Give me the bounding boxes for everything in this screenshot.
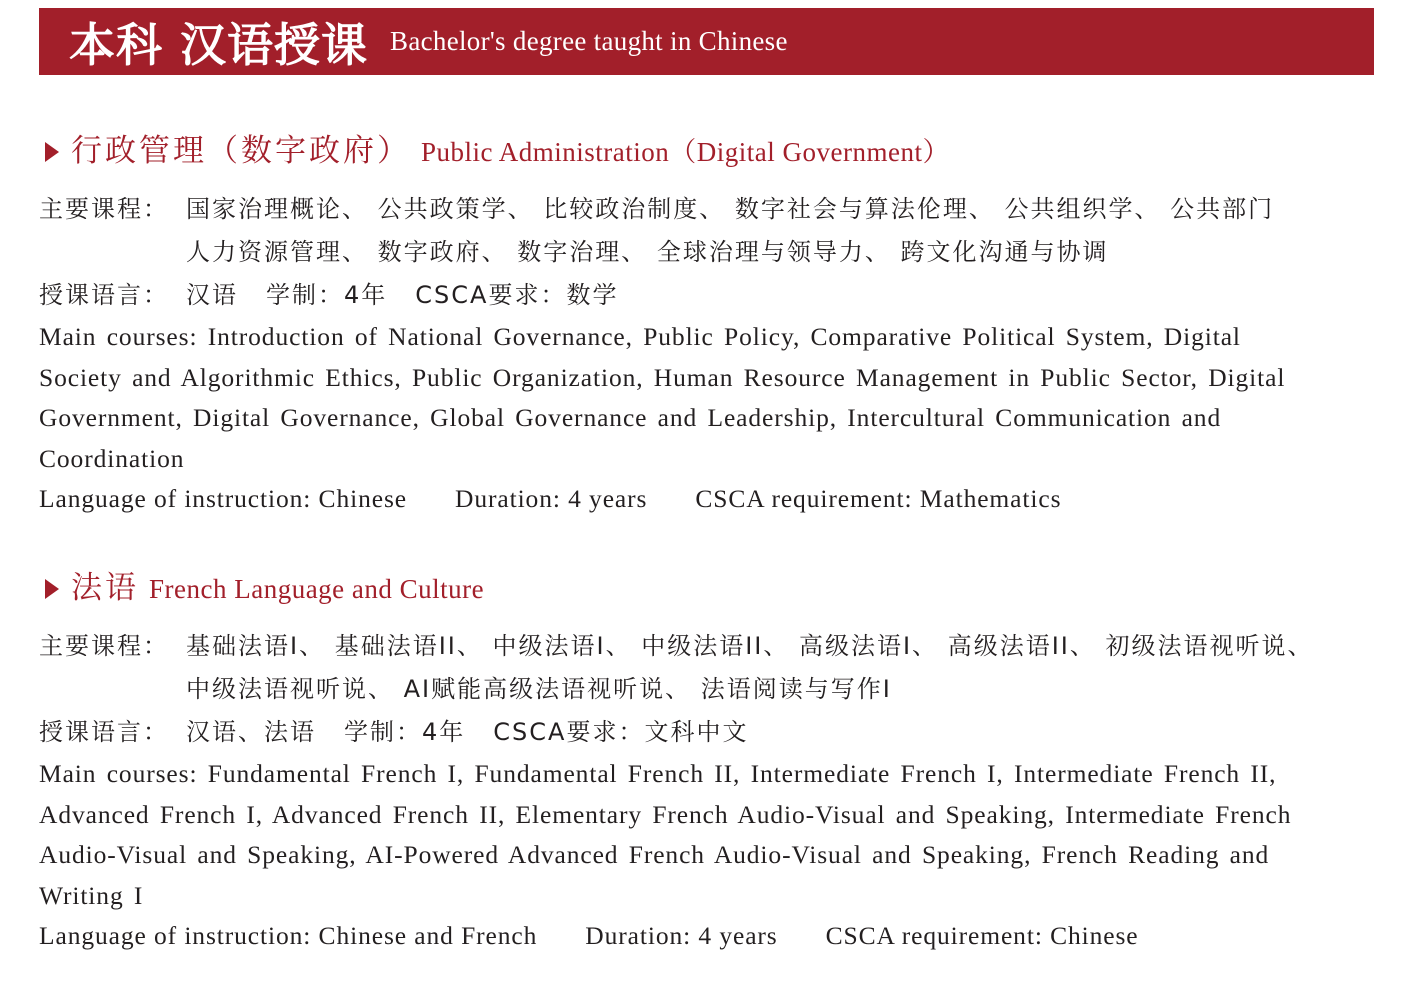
language-cn-row	[39, 274, 1399, 317]
header-banner	[39, 8, 1374, 75]
language-cn: 汉语	[186, 281, 238, 309]
triangle-bullet-icon	[45, 142, 59, 162]
triangle-bullet-icon	[45, 579, 59, 599]
language-en: Language of instruction: Chinese	[39, 484, 408, 513]
program-section-french	[39, 562, 1399, 957]
language-label: 授课语言：	[39, 718, 169, 746]
courses-cn	[186, 625, 1391, 711]
courses-en-line: Main courses: Fundamental French I, Fundamental French II, Intermediate French I, Intermediate French II,	[39, 759, 1277, 788]
language-cn-row	[39, 711, 1399, 754]
courses-en-line: Coordination	[39, 443, 185, 473]
meta-en-row	[39, 479, 1399, 520]
program-title-en: French Language and Culture	[149, 574, 485, 604]
courses-cn-line: 人力资源管理、 数字政府、 数字治理、 全球治理与领导力、 跨文化沟通与协调	[186, 238, 1109, 266]
duration-en: Duration: 4 years	[585, 921, 778, 950]
csca-en: CSCA requirement: Mathematics	[695, 484, 1062, 513]
courses-en-line: Audio-Visual and Speaking, AI-Powered Advanced French Audio-Visual and Speaking, French Reading and	[39, 840, 1270, 869]
header-title-cn: 本科 汉语授课	[69, 17, 369, 72]
courses-cn	[186, 188, 1391, 274]
courses-en-line: Main courses: Introduction of National Governance, Public Policy, Comparative Political System, Digital	[39, 322, 1241, 351]
duration-cn: 学制：4年	[266, 281, 388, 309]
courses-en	[39, 754, 1399, 916]
language-label: 授课语言：	[39, 281, 169, 309]
courses-cn-line: 国家治理概论、 公共政策学、 比较政治制度、 数字社会与算法伦理、 公共组织学、 公共部门	[186, 195, 1275, 223]
courses-label: 主要课程：	[39, 632, 169, 660]
meta-en-row	[39, 916, 1399, 957]
csca-en: CSCA requirement: Chinese	[825, 921, 1139, 950]
courses-label: 主要课程：	[39, 195, 169, 223]
courses-cn-line: 基础法语I、 基础法语II、 中级法语I、 中级法语II、 高级法语I、 高级法语II、 初级法语视听说、	[186, 632, 1314, 660]
courses-en-line: Writing I	[39, 880, 144, 910]
courses-cn-line: 中级法语视听说、 AI赋能高级法语视听说、 法语阅读与写作I	[186, 675, 892, 703]
courses-en	[39, 317, 1399, 479]
duration-cn: 学制：4年	[344, 718, 466, 746]
program-title-en: Public Administration（Digital Government）	[421, 137, 950, 167]
csca-cn: CSCA要求：文科中文	[493, 718, 749, 746]
courses-en-line: Government, Digital Governance, Global Governance and Leadership, Intercultural Communication and	[39, 403, 1222, 432]
courses-cn-row	[39, 625, 1399, 711]
program-title-cn: 行政管理（数字政府）	[71, 133, 411, 169]
courses-en-line: Society and Algorithmic Ethics, Public Organization, Human Resource Management in Public Sector, Digital	[39, 362, 1286, 392]
courses-en-line: Advanced French I, Advanced French II, Elementary French Audio-Visual and Speaking, Intermediate French	[39, 799, 1292, 829]
language-en: Language of instruction: Chinese and French	[39, 921, 538, 950]
program-section-public-administration	[39, 125, 1399, 520]
language-cn: 汉语、法语	[186, 718, 316, 746]
header-title-en: Bachelor's degree taught in Chinese	[390, 26, 788, 56]
program-title-cn: 法语	[71, 570, 139, 606]
program-title	[39, 562, 1399, 606]
duration-en: Duration: 4 years	[455, 484, 648, 513]
program-title	[39, 125, 1399, 169]
csca-cn: CSCA要求：数学	[415, 281, 619, 309]
courses-cn-row	[39, 188, 1399, 274]
